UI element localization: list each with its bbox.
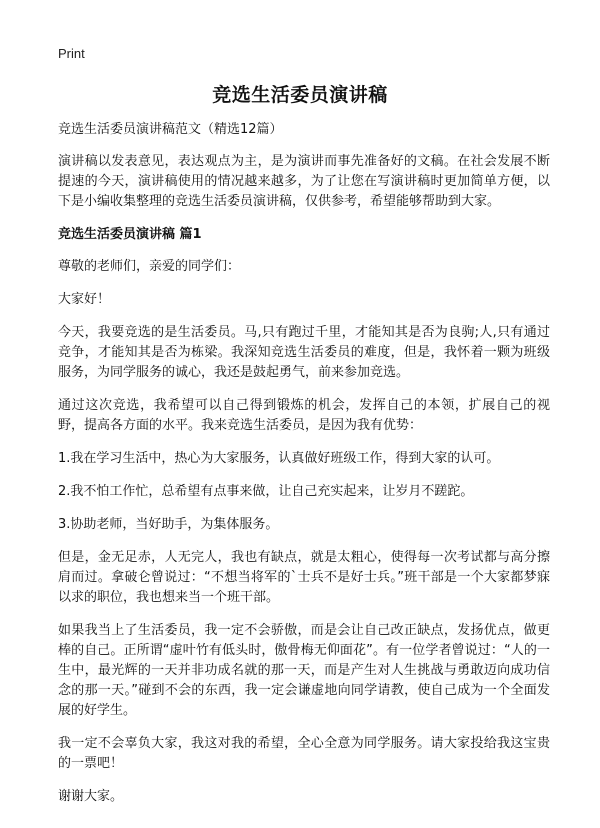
body-paragraph: 如果我当上了生活委员，我一定不会骄傲，而是会让自己改正缺点，发扬优点，做更棒的自己。正所谓“虚叶竹有低头时，傲骨梅无仰面花”。有一位学者曾说过：“人的一生中，最光辉的一天并非功成名就的那一天，而是产生对人生挑战与勇敢迈向成功信念的那一天。”碰到不会的东西，我一定会谦虚地向同学请教，使自己成为一个全面发展的好学生。 <box>58 623 550 718</box>
list-item-1: 1.我在学习生活中，热心为大家服务，认真做好班级工作，得到大家的认可。 <box>58 451 500 466</box>
intro-paragraph: 演讲稿以发表意见，表达观点为主，是为演讲而事先准备好的文稿。在社会发展不断提速的今天，演讲稿使用的情况越来越多，为了让您在写演讲稿时更加简单方便，以下是小编收集整理的竞选生活委员演讲稿，仅供参考，希望能够帮助到大家。 <box>58 154 550 209</box>
body-paragraph: 我一定不会辜负大家，我这对我的希望，全心全意为同学服务。请大家投给我这宝贵的一票吧！ <box>58 736 550 771</box>
article-body <box>58 120 550 820</box>
hello-paragraph: 大家好！ <box>58 292 111 307</box>
body-paragraph: 通过这次竞选，我希望可以自己得到锻炼的机会，发挥自己的本领，扩展自己的视野，提高各方面的水平。我来竞选生活委员，是因为我有优势： <box>58 398 550 433</box>
closing-paragraph: 谢谢大家。 <box>58 789 124 804</box>
list-item-2: 2.我不怕工作忙，总希望有点事来做，让自己充实起来，让岁月不蹉跎。 <box>58 484 474 499</box>
article-subtitle: 竞选生活委员演讲稿范文（精选12篇） <box>58 122 283 137</box>
list-item-3: 3.协助老师，当好助手，为集体服务。 <box>58 517 279 532</box>
body-paragraph: 今天，我要竞选的是生活委员。马,只有跑过千里，才能知其是否为良驹;人,只有通过竞争，才能知其是否为栋梁。我深知竞选生活委员的难度，但是，我怀着一颗为班级服务，为同学服务的诚心，我还是鼓起勇气，前来参加竞选。 <box>58 325 550 380</box>
greeting-paragraph: 尊敬的老师们，亲爱的同学们： <box>58 259 241 274</box>
page-title: 竞选生活委员演讲稿 <box>212 84 388 106</box>
print-link[interactable]: Print <box>58 46 85 61</box>
section-heading: 竞选生活委员演讲稿 篇1 <box>58 227 202 242</box>
body-paragraph: 但是，金无足赤，人无完人，我也有缺点，就是太粗心，使得每一次考试都与高分擦肩而过。拿破仑曾说过：“不想当将军的`士兵不是好士兵。”班干部是一个大家都梦寐以求的职位，我也想来当一个班干部。 <box>58 550 550 605</box>
